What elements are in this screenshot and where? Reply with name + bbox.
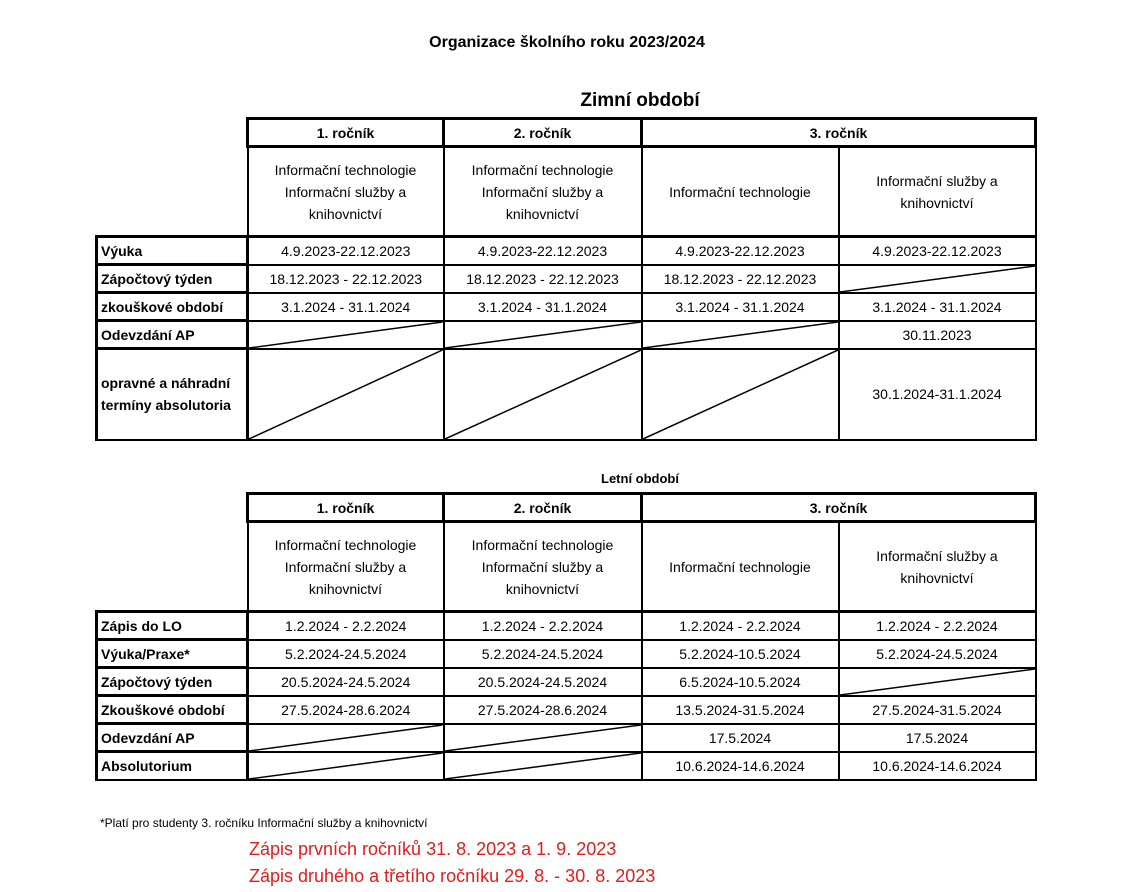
page-title: Organizace školního roku 2023/2024 (429, 34, 705, 51)
table-row (97, 724, 1036, 752)
row-label: opravné a náhradní termíny absolutoria (97, 349, 248, 440)
date-cell: 5.2.2024-24.5.2024 (839, 640, 1036, 668)
not-applicable-cell (248, 321, 444, 349)
row-label: zkouškové období (97, 293, 248, 321)
row-label: Výuka (97, 237, 248, 265)
date-cell: 5.2.2024-10.5.2024 (642, 640, 839, 668)
date-cell: 30.1.2024-31.1.2024 (839, 349, 1036, 440)
date-cell: 1.2.2024 - 2.2.2024 (642, 612, 839, 640)
date-cell: 18.12.2023 - 22.12.2023 (248, 265, 444, 293)
enrollment-note-second-third-year: Zápis druhého a třetího ročníku 29. 8. - 30. 8. 2023 (249, 866, 656, 886)
table-row (97, 668, 1036, 696)
not-applicable-cell (642, 321, 839, 349)
not-applicable-cell (248, 724, 444, 752)
header-year-2: 2. ročník (444, 119, 642, 147)
row-label: Zkouškové období (97, 696, 248, 724)
not-applicable-cell (444, 724, 642, 752)
date-cell: 17.5.2024 (839, 724, 1036, 752)
date-cell: 4.9.2023-22.12.2023 (642, 237, 839, 265)
date-cell: 4.9.2023-22.12.2023 (248, 237, 444, 265)
not-applicable-cell (444, 349, 642, 440)
table-row (97, 349, 1036, 440)
not-applicable-cell (248, 349, 444, 440)
corner-cell (97, 119, 248, 147)
summer-schedule-table (95, 492, 1037, 781)
table-row (97, 640, 1036, 668)
row-label: Absolutorium (97, 752, 248, 780)
date-cell: 20.5.2024-24.5.2024 (444, 668, 642, 696)
table-row (97, 752, 1036, 780)
table-row (97, 237, 1036, 265)
program-cell: Informační technologie Informační služby a knihovnictví (248, 522, 444, 612)
row-label: Zápis do LO (97, 612, 248, 640)
row-label: Zápočtový týden (97, 668, 248, 696)
program-cell: Informační technologie Informační služby a knihovnictví (444, 522, 642, 612)
date-cell: 13.5.2024-31.5.2024 (642, 696, 839, 724)
date-cell: 27.5.2024-28.6.2024 (248, 696, 444, 724)
row-label: Zápočtový týden (97, 265, 248, 293)
date-cell: 3.1.2024 - 31.1.2024 (248, 293, 444, 321)
date-cell: 6.5.2024-10.5.2024 (642, 668, 839, 696)
date-cell: 3.1.2024 - 31.1.2024 (642, 293, 839, 321)
header-year-3: 3. ročník (642, 119, 1036, 147)
winter-heading: Zimní období (580, 90, 700, 111)
program-cell: Informační služby a knihovnictví (839, 147, 1036, 237)
table-row (97, 265, 1036, 293)
date-cell: 27.5.2024-28.6.2024 (444, 696, 642, 724)
date-cell: 5.2.2024-24.5.2024 (444, 640, 642, 668)
corner-cell (97, 522, 248, 612)
not-applicable-cell (839, 265, 1036, 293)
corner-cell (97, 147, 248, 237)
date-cell: 1.2.2024 - 2.2.2024 (444, 612, 642, 640)
not-applicable-cell (642, 349, 839, 440)
date-cell: 27.5.2024-31.5.2024 (839, 696, 1036, 724)
header-year-2: 2. ročník (444, 494, 642, 522)
date-cell: 5.2.2024-24.5.2024 (248, 640, 444, 668)
header-year-3: 3. ročník (642, 494, 1036, 522)
not-applicable-cell (248, 752, 444, 780)
program-cell: Informační technologie (642, 147, 839, 237)
table-row (97, 293, 1036, 321)
table-row (97, 612, 1036, 640)
row-label: Odevzdání AP (97, 724, 248, 752)
date-cell: 18.12.2023 - 22.12.2023 (444, 265, 642, 293)
footnote: *Platí pro studenty 3. ročníku Informační služby a knihovnictví (100, 816, 428, 830)
table-row (97, 696, 1036, 724)
date-cell: 3.1.2024 - 31.1.2024 (444, 293, 642, 321)
program-cell: Informační technologie Informační služby a knihovnictví (444, 147, 642, 237)
program-cell: Informační technologie (642, 522, 839, 612)
not-applicable-cell (839, 668, 1036, 696)
enrollment-note-first-year: Zápis prvních ročníků 31. 8. 2023 a 1. 9. 2023 (249, 839, 617, 859)
date-cell: 3.1.2024 - 31.1.2024 (839, 293, 1036, 321)
date-cell: 4.9.2023-22.12.2023 (444, 237, 642, 265)
date-cell: 4.9.2023-22.12.2023 (839, 237, 1036, 265)
date-cell: 10.6.2024-14.6.2024 (839, 752, 1036, 780)
date-cell: 17.5.2024 (642, 724, 839, 752)
header-year-1: 1. ročník (248, 119, 444, 147)
date-cell: 18.12.2023 - 22.12.2023 (642, 265, 839, 293)
not-applicable-cell (444, 752, 642, 780)
date-cell: 1.2.2024 - 2.2.2024 (839, 612, 1036, 640)
not-applicable-cell (444, 321, 642, 349)
table-row (97, 321, 1036, 349)
row-label: Výuka/Praxe* (97, 640, 248, 668)
program-cell: Informační technologie Informační služby a knihovnictví (248, 147, 444, 237)
header-year-1: 1. ročník (248, 494, 444, 522)
date-cell: 30.11.2023 (839, 321, 1036, 349)
program-cell: Informační služby a knihovnictví (839, 522, 1036, 612)
corner-cell (97, 494, 248, 522)
winter-schedule-table (95, 117, 1037, 441)
date-cell: 20.5.2024-24.5.2024 (248, 668, 444, 696)
date-cell: 10.6.2024-14.6.2024 (642, 752, 839, 780)
row-label: Odevzdání AP (97, 321, 248, 349)
date-cell: 1.2.2024 - 2.2.2024 (248, 612, 444, 640)
summer-heading: Letní období (601, 471, 679, 486)
